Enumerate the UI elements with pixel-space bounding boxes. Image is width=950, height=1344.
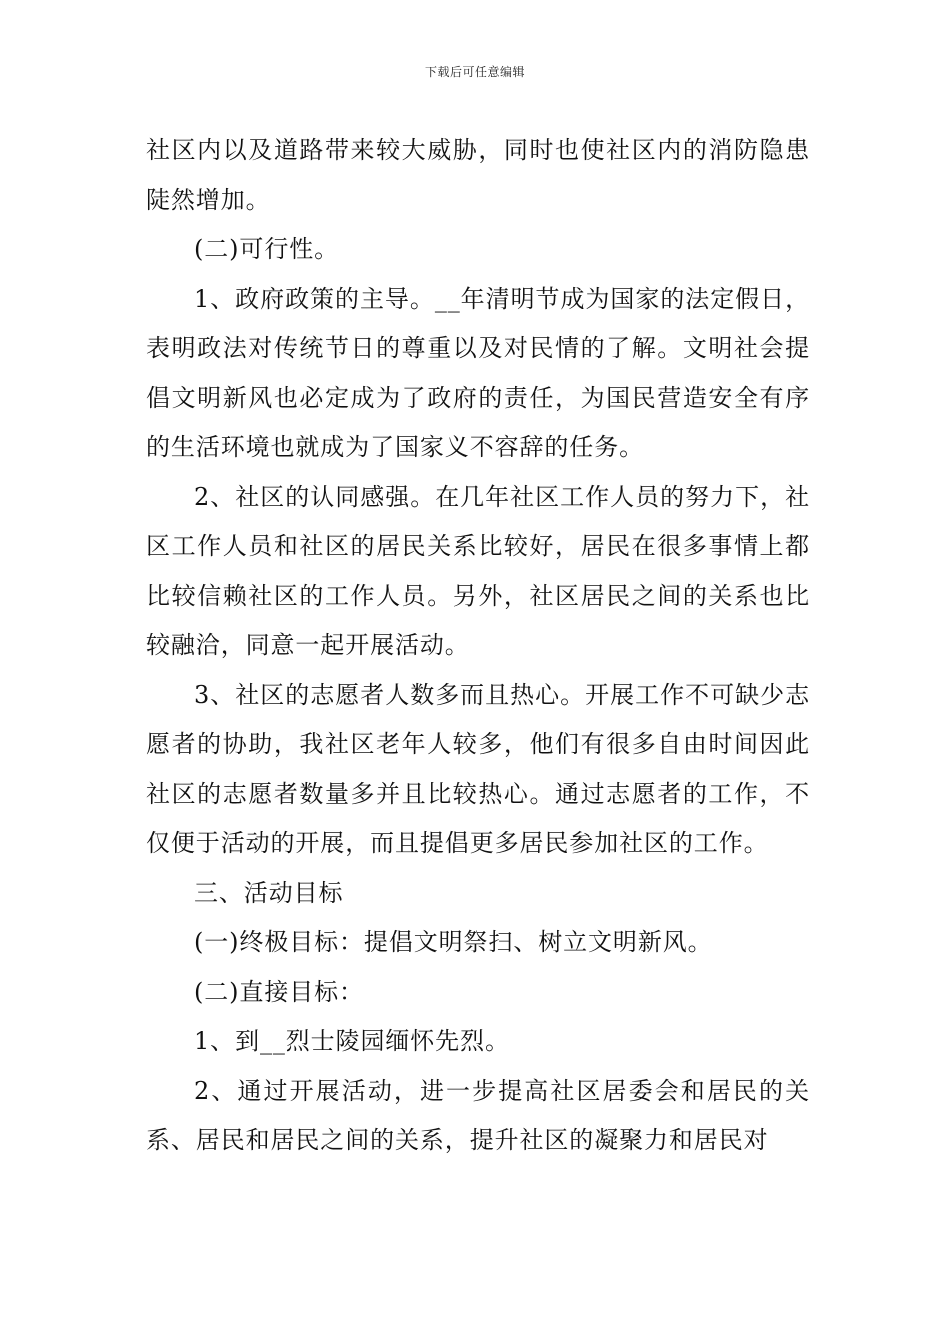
paragraph: 2、社区的认同感强。在几年社区工作人员的努力下，社区工作人员和社区的居民关系比较好，居民在很多事情上都比较信赖社区的工作人员。另外，社区居民之间的关系也比较融洽，同意一起开展活动。 — [146, 482, 810, 659]
document-body — [146, 126, 810, 1166]
paragraph: (一)终极目标：提倡文明祭扫、树立文明新风。 — [194, 928, 713, 956]
paragraph: 2、通过开展活动，进一步提高社区居委会和居民的关系、居民和居民之间的关系，提升社区的凝聚力和居民对 — [146, 1076, 810, 1154]
page-header: 下载后可任意编辑 — [424, 65, 525, 79]
paragraph: 1、政府政策的主导。__年清明节成为国家的法定假日，表明政法对传统节日的尊重以及对民情的了解。文明社会提倡文明新风也必定成为了政府的责任，为国民营造安全有序的生活环境也就成为了国家义不容辞的任务。 — [146, 284, 810, 461]
section-heading: (二)直接目标： — [194, 977, 364, 1006]
paragraph: 3、社区的志愿者人数多而且热心。开展工作不可缺少志愿者的协助，我社区老年人较多，他们有很多自由时间因此社区的志愿者数量多并且比较热心。通过志愿者的工作，不仅便于活动的开展，而且提倡更多居民参加社区的工作。 — [146, 680, 810, 857]
paragraph: 1、到__烈士陵园缅怀先烈。 — [194, 1027, 510, 1055]
section-heading: (二)可行性。 — [194, 235, 340, 263]
paragraph: 社区内以及道路带来较大威胁，同时也使社区内的消防隐患陡然增加。 — [146, 136, 810, 214]
section-heading: 三、活动目标 — [194, 878, 344, 907]
